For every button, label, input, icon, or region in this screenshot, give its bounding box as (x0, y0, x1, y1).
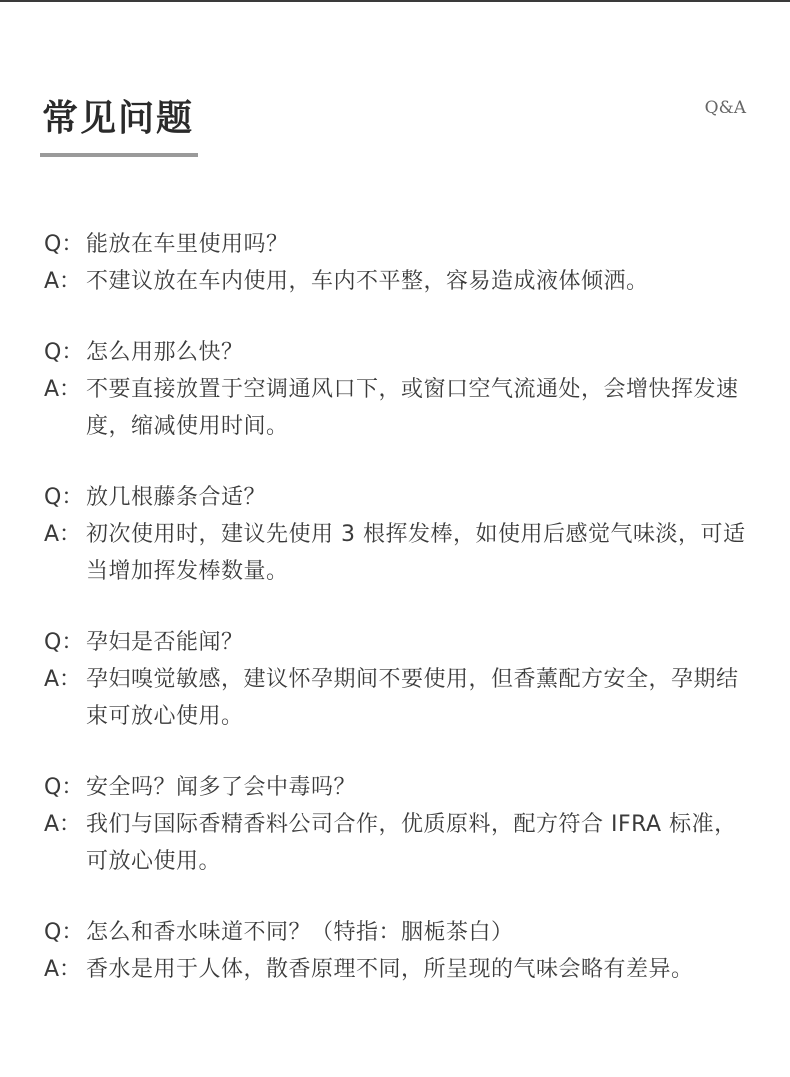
faq-item (44, 334, 756, 445)
question-prefix: Q： (44, 630, 84, 655)
qa-tag: Q&A (704, 98, 746, 118)
answer-text: 我们与国际香精香料公司合作，优质原料，配方符合 IFRA 标准，可放心使用。 (86, 812, 737, 874)
faq-list (44, 226, 756, 1022)
answer-prefix: A： (44, 667, 82, 692)
faq-question (44, 914, 756, 951)
answer-text: 不要直接放置于空调通风口下，或窗口空气流通处，会增快挥发速度，缩减使用时间。 (86, 377, 739, 439)
faq-item (44, 914, 756, 988)
faq-answer (44, 806, 756, 880)
question-text: 怎么用那么快？ (86, 340, 244, 365)
faq-item (44, 226, 756, 300)
answer-text: 孕妇嗅觉敏感，建议怀孕期间不要使用，但香薰配方安全，孕期结束可放心使用。 (86, 667, 739, 729)
answer-text: 初次使用时，建议先使用 3 根挥发棒，如使用后感觉气味淡，可适当增加挥发棒数量。 (86, 522, 746, 584)
question-prefix: Q： (44, 920, 84, 945)
answer-prefix: A： (44, 377, 82, 402)
faq-question (44, 479, 756, 516)
page-title: 常见问题 (42, 97, 195, 139)
answer-text: 不建议放在车内使用，车内不平整，容易造成液体倾洒。 (86, 269, 649, 294)
faq-item (44, 479, 756, 590)
question-prefix: Q： (44, 485, 84, 510)
faq-question (44, 226, 756, 263)
question-prefix: Q： (44, 232, 84, 257)
faq-answer (44, 263, 756, 300)
faq-answer (44, 516, 756, 590)
question-text: 怎么和香水味道不同？（特指：胭栀茶白） (86, 920, 514, 945)
faq-answer (44, 661, 756, 735)
answer-prefix: A： (44, 957, 82, 982)
answer-text: 香水是用于人体，散香原理不同，所呈现的气味会略有差异。 (86, 957, 694, 982)
faq-item (44, 769, 756, 880)
faq-item (44, 624, 756, 735)
faq-question (44, 769, 756, 806)
top-divider (0, 0, 790, 2)
faq-answer (44, 951, 756, 988)
question-prefix: Q： (44, 775, 84, 800)
answer-prefix: A： (44, 812, 82, 837)
question-text: 放几根藤条合适？ (86, 485, 267, 510)
question-text: 孕妇是否能闻？ (86, 630, 244, 655)
answer-prefix: A： (44, 522, 82, 547)
question-text: 安全吗？闻多了会中毒吗？ (86, 775, 357, 800)
faq-question (44, 334, 756, 371)
faq-answer (44, 371, 756, 445)
question-prefix: Q： (44, 340, 84, 365)
faq-question (44, 624, 756, 661)
answer-prefix: A： (44, 269, 82, 294)
question-text: 能放在车里使用吗？ (86, 232, 289, 257)
title-underline (40, 153, 198, 157)
